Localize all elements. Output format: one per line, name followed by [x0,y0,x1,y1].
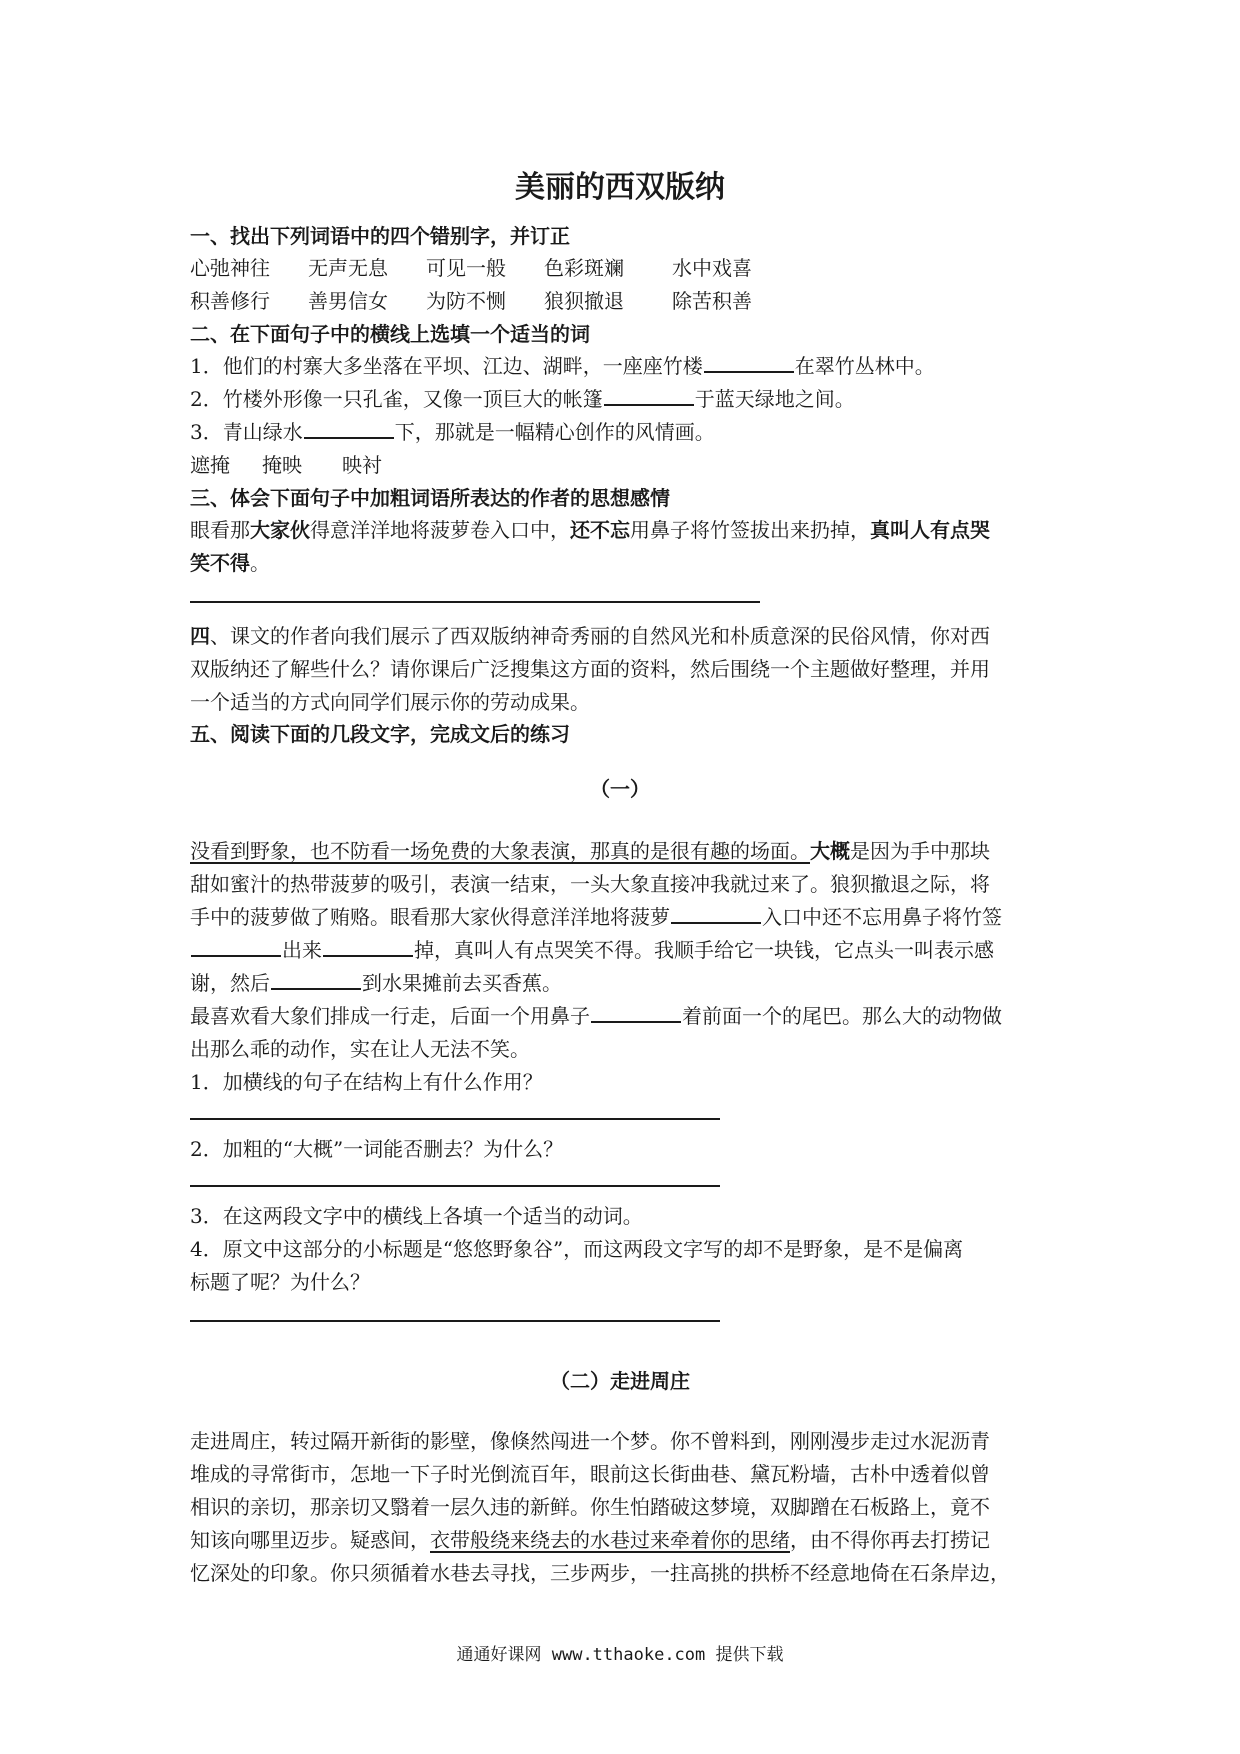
bold-word: 还不忘 [570,518,630,542]
question-2-1: 1．他们的村寨大多坐落在平坝、江边、湖畔，一座座竹楼 在翠竹丛林中。 [190,354,935,378]
answer-blank[interactable] [191,954,281,957]
passage-1-line-7: 出那么乖的动作，实在让人无法不笑。 [190,1037,530,1061]
word-item: 狼狈撤退 [544,289,624,313]
word-item: 为防不恻 [426,289,506,313]
section-2-heading: 二、在下面句子中的横线上选填一个适当的词 [190,322,590,346]
answer-blank[interactable] [591,1020,681,1023]
question-5-1: 1．加横线的句子在结构上有什么作用？ [190,1070,543,1094]
section-4-line-3: 一个适当的方式向同学们展示你的劳动成果。 [190,690,590,714]
section-4-line-2: 双版纳还了解些什么？请你课后广泛搜集这方面的资料，然后围绕一个主题做好整理，并用 [190,657,990,681]
passage-2-line-4: 知该向哪里迈步。疑惑间，衣带般绕来绕去的水巷过来牵着你的思绪，由不得你再去打捞记 [190,1528,990,1552]
word-options [190,449,590,475]
question-2-3: 3．青山绿水 下，那就是一幅精心创作的风情画。 [190,420,715,444]
answer-line[interactable] [190,601,760,603]
answer-blank[interactable] [604,403,694,406]
question-5-4-line-2: 标题了呢？为什么？ [190,1270,370,1294]
option-item: 遮掩 [190,453,230,477]
bold-word: 真叫人有点哭 [870,518,990,542]
answer-blank[interactable] [323,954,413,957]
option-item: 映衬 [342,453,382,477]
word-item: 水中戏喜 [672,256,752,280]
passage-2-line-2: 堆成的寻常街市，怎地一下子时光倒流百年，眼前这长街曲巷、黛瓦粉墙，古朴中透着似曾 [190,1462,990,1486]
question-5-3: 3．在这两段文字中的横线上各填一个适当的动词。 [190,1204,643,1228]
word-item: 心弛神往 [190,256,270,280]
word-row-1 [190,252,1010,278]
underlined-sentence: 没看到野象，也不防看一场免费的大象表演，那真的是很有趣的场面。 [190,839,810,863]
bold-word: 大家伙 [250,518,310,542]
question-5-2: 2．加粗的“大概”一词能否删去？为什么？ [190,1137,564,1161]
section-5-heading: 五、阅读下面的几段文字，完成文后的练习 [190,722,570,746]
section-1-heading: 一、找出下列词语中的四个错别字，并订正 [190,224,570,248]
word-row-2 [190,285,1010,311]
answer-line[interactable] [190,1320,720,1322]
bold-word: 大概 [810,839,850,863]
word-item: 善男信女 [308,289,388,313]
passage-1-line-4: 出来 掉，真叫人有点哭笑不得。我顺手给它一块钱，它点头一叫表示感 [190,934,994,963]
word-item: 积善修行 [190,289,270,313]
passage-2-line-3: 相识的亲切，那亲切又翳着一层久违的新鲜。你生怕踏破这梦境，双脚蹭在石板路上，竟不 [190,1495,990,1519]
option-item: 掩映 [262,453,302,477]
passage-1-line-6: 最喜欢看大象们排成一行走，后面一个用鼻子 着前面一个的尾巴。那么大的动物做 [190,1004,1002,1028]
page-title: 美丽的西双版纳 [515,170,725,205]
passage-1-line-5: 谢，然后 到水果摊前去买香蕉。 [190,971,562,995]
bold-word: 笑不得 [190,551,250,575]
word-item: 色彩斑斓 [544,256,624,280]
passage-1-subtitle: （一） [590,777,650,801]
passage-2-subtitle: （二）走进周庄 [550,1369,690,1393]
question-2-2: 2．竹楼外形像一只孔雀，又像一顶巨大的帐篷 于蓝天绿地之间。 [190,387,855,411]
section-3-sentence-line-2: 笑不得。 [190,551,270,575]
question-5-4-line-1: 4．原文中这部分的小标题是“悠悠野象谷”，而这两段文字写的却不是野象，是不是偏离 [190,1237,964,1261]
passage-1-line-3: 手中的菠萝做了贿赂。眼看那大家伙得意洋洋地将菠萝 入口中还不忘用鼻子将竹签 [190,905,1002,929]
answer-blank[interactable] [271,987,361,990]
section-3-heading: 三、体会下面句子中加粗词语所表达的作者的思想感情 [190,486,670,510]
answer-blank[interactable] [671,921,761,924]
section-3-sentence-line-1: 眼看那大家伙得意洋洋地将菠萝卷入口中，还不忘用鼻子将竹签拔出来扔掉，真叫人有点哭 [190,518,990,542]
underlined-sentence: 衣带般绕来绕去的水巷过来牵着你的思绪 [430,1528,790,1552]
answer-line[interactable] [190,1118,720,1120]
word-item: 除苦积善 [672,289,752,313]
passage-1-line-1: 没看到野象，也不防看一场免费的大象表演，那真的是很有趣的场面。大概是因为手中那块 [190,839,990,863]
passage-2-line-1: 走进周庄，转过隔开新街的影壁，像倏然闯进一个梦。你不曾料到，刚刚漫步走过水泥沥青 [190,1429,990,1453]
passage-1-line-2: 甜如蜜汁的热带菠萝的吸引，表演一结束，一头大象直接冲我就过来了。狼狈撤退之际，将 [190,872,990,896]
answer-line[interactable] [190,1185,720,1187]
footer-source: 通通好课网 www.tthaoke.com 提供下载 [456,1645,784,1665]
answer-blank[interactable] [304,436,394,439]
word-item: 无声无息 [308,256,388,280]
answer-blank[interactable] [704,370,794,373]
section-4-line-1: 四、课文的作者向我们展示了西双版纳神奇秀丽的自然风光和朴质意深的民俗风情，你对西 [190,624,990,648]
passage-2-line-5: 忆深处的印象。你只须循着水巷去寻找，三步两步，一拄高挑的拱桥不经意地倚在石条岸边， [190,1561,1010,1585]
word-item: 可见一般 [426,256,506,280]
